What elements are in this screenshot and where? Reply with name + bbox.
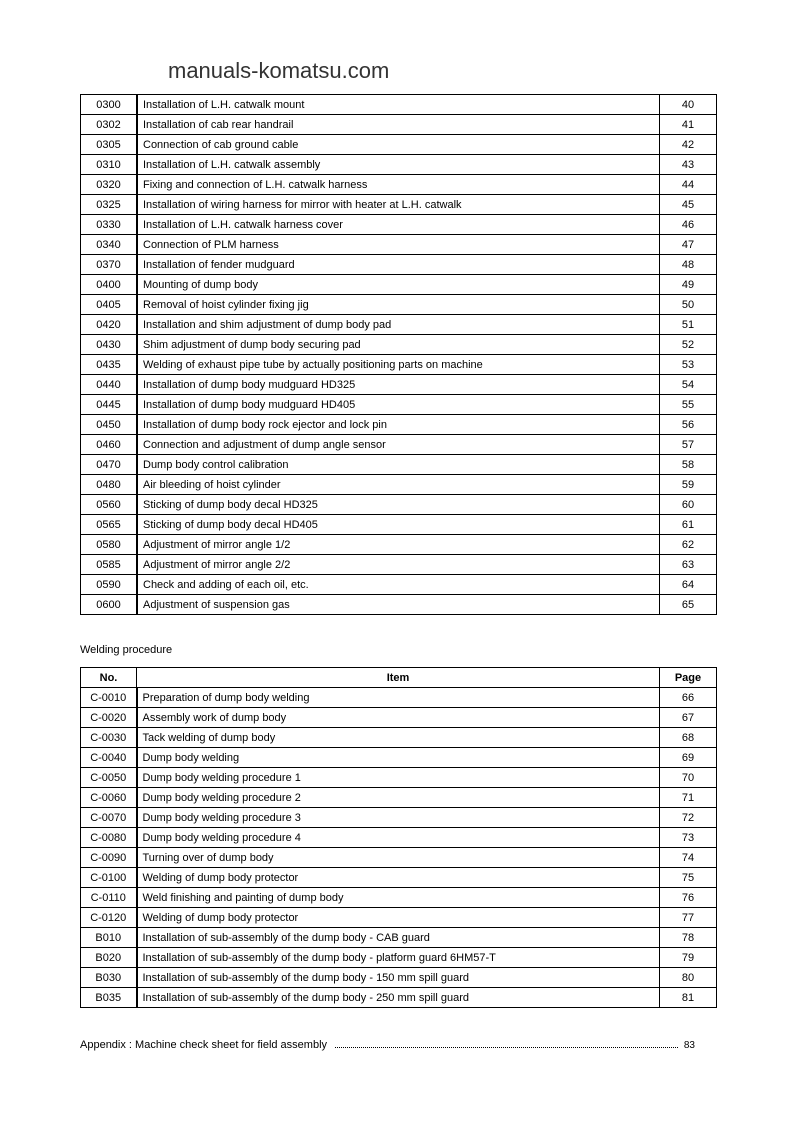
cell-code: C-0090: [81, 848, 137, 868]
cell-code: 0460: [81, 435, 138, 455]
cell-code: 0420: [81, 315, 138, 335]
cell-item: Welding of dump body protector: [137, 868, 660, 888]
welding-procedure-table: [80, 667, 717, 1008]
cell-item: Weld finishing and painting of dump body: [137, 888, 660, 908]
cell-page: 51: [660, 315, 717, 335]
cell-code: 0302: [81, 115, 138, 135]
table-row: [81, 808, 717, 828]
cell-page: 74: [660, 848, 717, 868]
table-row: [81, 535, 717, 555]
header-no: No.: [81, 668, 137, 688]
cell-item: Turning over of dump body: [137, 848, 660, 868]
table-row: [81, 868, 717, 888]
cell-page: 59: [660, 475, 717, 495]
cell-code: 0450: [81, 415, 138, 435]
cell-item: Sticking of dump body decal HD405: [137, 515, 660, 535]
cell-code: C-0050: [81, 768, 137, 788]
table-row: [81, 948, 717, 968]
table-row: [81, 455, 717, 475]
table-row: [81, 908, 717, 928]
cell-item: Installation of sub-assembly of the dump body - CAB guard: [137, 928, 660, 948]
cell-code: C-0010: [81, 688, 137, 708]
cell-item: Dump body welding procedure 4: [137, 828, 660, 848]
cell-page: 76: [660, 888, 717, 908]
cell-code: 0580: [81, 535, 138, 555]
cell-item: Shim adjustment of dump body securing pad: [137, 335, 660, 355]
cell-item: Installation of sub-assembly of the dump body - 150 mm spill guard: [137, 968, 660, 988]
cell-code: C-0040: [81, 748, 137, 768]
cell-item: Installation of L.H. catwalk assembly: [137, 155, 660, 175]
table-row: [81, 708, 717, 728]
appendix-label: Appendix : Machine check sheet for field assembly: [80, 1039, 328, 1051]
table-row: [81, 928, 717, 948]
table-row: [81, 988, 717, 1008]
cell-item: Installation of cab rear handrail: [137, 115, 660, 135]
cell-page: 73: [660, 828, 717, 848]
cell-page: 60: [660, 495, 717, 515]
table-row: [81, 968, 717, 988]
cell-item: Adjustment of suspension gas: [137, 595, 660, 615]
cell-page: 49: [660, 275, 717, 295]
cell-code: 0320: [81, 175, 138, 195]
cell-code: 0470: [81, 455, 138, 475]
table-row: [81, 728, 717, 748]
cell-page: 63: [660, 555, 717, 575]
table-row: [81, 888, 717, 908]
cell-code: 0370: [81, 255, 138, 275]
cell-code: C-0100: [81, 868, 137, 888]
table-row: [81, 475, 717, 495]
cell-page: 58: [660, 455, 717, 475]
cell-code: C-0070: [81, 808, 137, 828]
table-row: [81, 788, 717, 808]
table-row: [81, 515, 717, 535]
cell-code: C-0120: [81, 908, 137, 928]
cell-item: Adjustment of mirror angle 2/2: [137, 555, 660, 575]
cell-code: C-0060: [81, 788, 137, 808]
cell-item: Dump body welding procedure 1: [137, 768, 660, 788]
cell-page: 75: [660, 868, 717, 888]
cell-page: 46: [660, 215, 717, 235]
cell-code: B020: [81, 948, 137, 968]
procedure-table: [80, 94, 717, 615]
cell-item: Mounting of dump body: [137, 275, 660, 295]
cell-item: Fixing and connection of L.H. catwalk harness: [137, 175, 660, 195]
cell-page: 53: [660, 355, 717, 375]
table-row: [81, 275, 717, 295]
table-row: [81, 315, 717, 335]
cell-page: 56: [660, 415, 717, 435]
table-row: [81, 495, 717, 515]
appendix-page: 83: [683, 1040, 695, 1051]
cell-code: B030: [81, 968, 137, 988]
cell-item: Assembly work of dump body: [137, 708, 660, 728]
cell-item: Dump body welding: [137, 748, 660, 768]
cell-code: C-0030: [81, 728, 137, 748]
cell-page: 72: [660, 808, 717, 828]
table-row: [81, 335, 717, 355]
table-row: [81, 375, 717, 395]
cell-page: 57: [660, 435, 717, 455]
table-row: [81, 255, 717, 275]
cell-page: 40: [660, 95, 717, 115]
cell-item: Welding of exhaust pipe tube by actually positioning parts on machine: [137, 355, 660, 375]
cell-item: Installation of L.H. catwalk mount: [137, 95, 660, 115]
cell-page: 79: [660, 948, 717, 968]
cell-page: 70: [660, 768, 717, 788]
cell-code: 0600: [81, 595, 138, 615]
cell-code: C-0020: [81, 708, 137, 728]
table-row: [81, 355, 717, 375]
cell-page: 62: [660, 535, 717, 555]
cell-code: 0590: [81, 575, 138, 595]
cell-page: 45: [660, 195, 717, 215]
cell-page: 80: [660, 968, 717, 988]
cell-page: 65: [660, 595, 717, 615]
cell-page: 78: [660, 928, 717, 948]
leader-dots: [335, 1047, 678, 1048]
cell-item: Connection of PLM harness: [137, 235, 660, 255]
table-row: [81, 115, 717, 135]
cell-item: Installation of wiring harness for mirror with heater at L.H. catwalk: [137, 195, 660, 215]
cell-page: 68: [660, 728, 717, 748]
table-row: [81, 195, 717, 215]
cell-code: 0405: [81, 295, 138, 315]
cell-page: 54: [660, 375, 717, 395]
cell-page: 55: [660, 395, 717, 415]
cell-item: Dump body control calibration: [137, 455, 660, 475]
table-row: [81, 135, 717, 155]
cell-item: Installation of sub-assembly of the dump body - platform guard 6HM57-T: [137, 948, 660, 968]
cell-item: Adjustment of mirror angle 1/2: [137, 535, 660, 555]
cell-item: Installation of sub-assembly of the dump body - 250 mm spill guard: [137, 988, 660, 1008]
cell-code: C-0080: [81, 828, 137, 848]
cell-page: 67: [660, 708, 717, 728]
cell-item: Check and adding of each oil, etc.: [137, 575, 660, 595]
cell-code: 0560: [81, 495, 138, 515]
cell-page: 47: [660, 235, 717, 255]
table-row: [81, 595, 717, 615]
cell-item: Sticking of dump body decal HD325: [137, 495, 660, 515]
cell-code: B010: [81, 928, 137, 948]
cell-code: 0325: [81, 195, 138, 215]
cell-page: 77: [660, 908, 717, 928]
watermark: manuals-komatsu.com: [168, 58, 390, 83]
cell-page: 52: [660, 335, 717, 355]
cell-code: 0435: [81, 355, 138, 375]
cell-page: 44: [660, 175, 717, 195]
table-row: [81, 768, 717, 788]
cell-code: 0340: [81, 235, 138, 255]
table-row: [81, 295, 717, 315]
cell-code: C-0110: [81, 888, 137, 908]
cell-page: 41: [660, 115, 717, 135]
table-row: [81, 748, 717, 768]
cell-code: 0585: [81, 555, 138, 575]
cell-code: B035: [81, 988, 137, 1008]
table-row: [81, 688, 717, 708]
table-row: [81, 215, 717, 235]
cell-code: 0330: [81, 215, 138, 235]
header-item: Item: [137, 668, 660, 688]
table-header-row: [81, 668, 717, 688]
table-row: [81, 155, 717, 175]
cell-page: 71: [660, 788, 717, 808]
cell-item: Installation of dump body mudguard HD405: [137, 395, 660, 415]
cell-code: 0305: [81, 135, 138, 155]
cell-code: 0480: [81, 475, 138, 495]
cell-page: 61: [660, 515, 717, 535]
table-row: [81, 95, 717, 115]
cell-item: Installation of fender mudguard: [137, 255, 660, 275]
cell-page: 69: [660, 748, 717, 768]
cell-page: 42: [660, 135, 717, 155]
cell-page: 50: [660, 295, 717, 315]
cell-item: Installation and shim adjustment of dump body pad: [137, 315, 660, 335]
header-page: Page: [660, 668, 717, 688]
cell-item: Installation of dump body mudguard HD325: [137, 375, 660, 395]
cell-item: Installation of L.H. catwalk harness cover: [137, 215, 660, 235]
cell-code: 0310: [81, 155, 138, 175]
table-row: [81, 435, 717, 455]
table-row: [81, 575, 717, 595]
table-row: [81, 235, 717, 255]
cell-item: Welding of dump body protector: [137, 908, 660, 928]
cell-code: 0445: [81, 395, 138, 415]
cell-page: 48: [660, 255, 717, 275]
cell-page: 43: [660, 155, 717, 175]
cell-code: 0430: [81, 335, 138, 355]
table-row: [81, 175, 717, 195]
table-row: [81, 555, 717, 575]
table-row: [81, 395, 717, 415]
cell-page: 81: [660, 988, 717, 1008]
cell-item: Installation of dump body rock ejector and lock pin: [137, 415, 660, 435]
table-row: [81, 415, 717, 435]
cell-code: 0565: [81, 515, 138, 535]
cell-item: Removal of hoist cylinder fixing jig: [137, 295, 660, 315]
cell-page: 66: [660, 688, 717, 708]
cell-code: 0440: [81, 375, 138, 395]
cell-item: Tack welding of dump body: [137, 728, 660, 748]
cell-item: Dump body welding procedure 3: [137, 808, 660, 828]
cell-item: Dump body welding procedure 2: [137, 788, 660, 808]
section-title: Welding procedure: [80, 644, 173, 656]
cell-page: 64: [660, 575, 717, 595]
table-row: [81, 828, 717, 848]
cell-item: Connection and adjustment of dump angle sensor: [137, 435, 660, 455]
cell-code: 0300: [81, 95, 138, 115]
cell-item: Air bleeding of hoist cylinder: [137, 475, 660, 495]
cell-item: Preparation of dump body welding: [137, 688, 660, 708]
appendix-entry: [80, 1039, 695, 1051]
cell-item: Connection of cab ground cable: [137, 135, 660, 155]
table-row: [81, 848, 717, 868]
cell-code: 0400: [81, 275, 138, 295]
